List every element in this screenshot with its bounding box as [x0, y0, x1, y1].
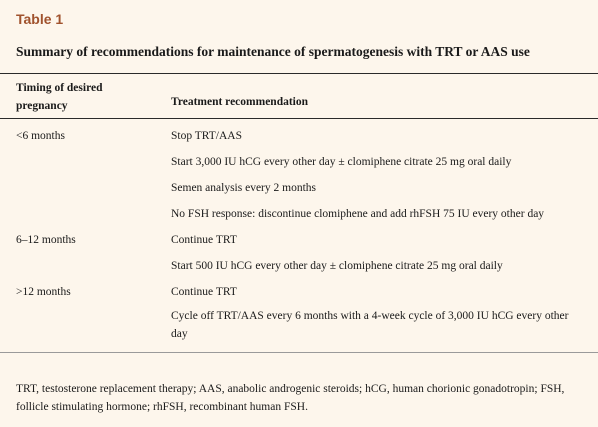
recommendation-cell: Start 3,000 IU hCG every other day ± clomiphene citrate 25 mg oral daily	[171, 156, 512, 168]
recommendation-cell: Semen analysis every 2 months	[171, 182, 317, 194]
recommendation-cell: Stop TRT/AAS	[171, 130, 242, 142]
recommendation-cell: Continue TRT	[171, 286, 237, 298]
recommendation-cell: Cycle off TRT/AAS every 6 months with a 4-week cycle of 3,000 IU hCG every other day	[171, 310, 569, 340]
table-header-rule	[0, 118, 598, 119]
recommendation-cell: Start 500 IU hCG every other day ± clomiphene citrate 25 mg oral daily	[171, 260, 503, 272]
column-header-treatment: Treatment recommendation	[171, 96, 309, 108]
recommendation-cell: Continue TRT	[171, 234, 237, 246]
table-top-rule	[0, 73, 598, 74]
table-caption: Summary of recommendations for maintenance of spermatogenesis with TRT or AAS use	[16, 44, 530, 59]
recommendation-cell: No FSH response: discontinue clomiphene and add rhFSH 75 IU every other day	[171, 208, 545, 220]
timing-cell: >12 months	[16, 286, 71, 298]
table-bottom-rule	[0, 352, 598, 353]
table-footnote: TRT, testosterone replacement therapy; AAS, anabolic androgenic steroids; hCG, human chorionic gonadotropin; FSH, follicle stimulating hormone; rhFSH, recombinant human FSH.	[16, 383, 565, 413]
column-header-timing: Timing of desired pregnancy	[16, 82, 103, 112]
table-label: Table 1	[16, 11, 64, 27]
timing-cell: 6–12 months	[16, 234, 76, 246]
timing-cell: <6 months	[16, 130, 65, 142]
